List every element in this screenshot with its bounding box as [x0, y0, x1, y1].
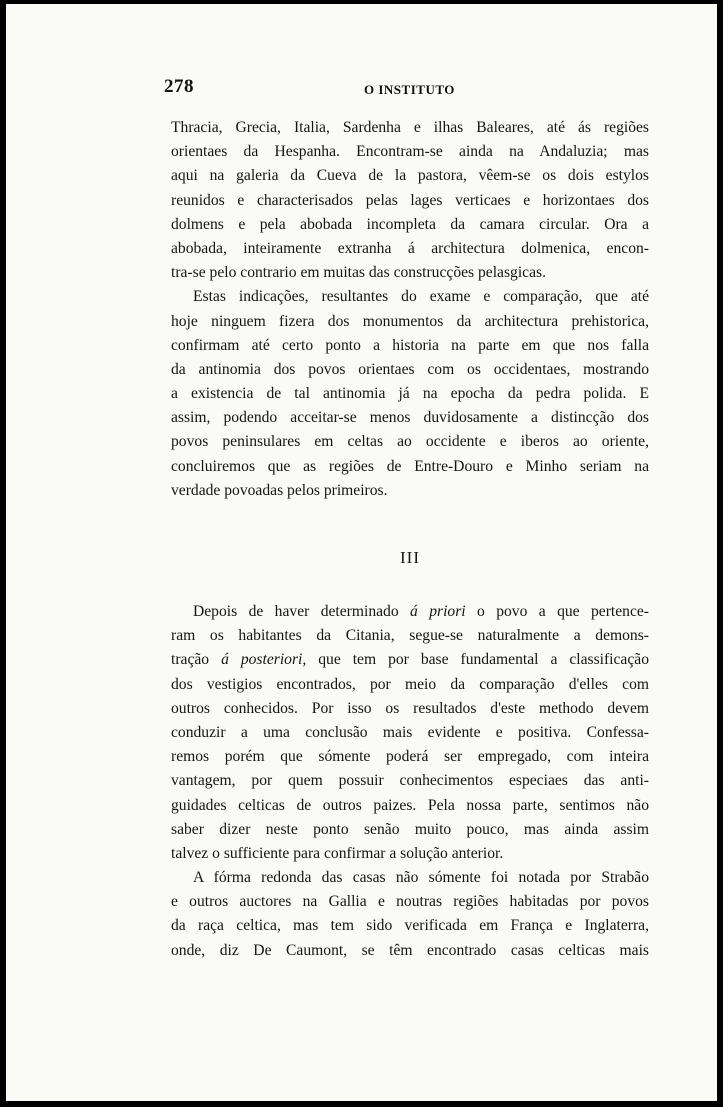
book-page	[6, 4, 717, 1101]
text-line: hoje ninguem fizera dos monumentos da architectura prehistorica,	[171, 312, 649, 330]
text-line: Thracia, Grecia, Italia, Sardenha e ilhas Baleares, até ás regiões	[171, 119, 649, 136]
text-line: verdade povoadas pelos primeiros.	[171, 481, 388, 499]
text-line	[171, 648, 649, 672]
paragraph-4	[171, 866, 649, 963]
paragraph-3	[171, 600, 649, 866]
text-line: reunidos e characterisados pelas lages verticaes e horizontaes dos	[171, 191, 649, 209]
text-line: conduzir a uma conclusão mais evidente e positiva. Confessa-	[171, 723, 649, 741]
text-run: tração	[171, 651, 222, 669]
page-number: 278	[164, 76, 194, 97]
text-run: o povo a que pertence-	[465, 603, 649, 620]
text-line: aqui na galeria da Cueva de la pastora, vêem-se os dois estylos	[171, 167, 649, 185]
text-line: A fórma redonda das casas não sómente foi notada por Strabão	[193, 869, 649, 887]
text-run: Depois de haver determinado	[193, 603, 411, 620]
text-line: confirmam até certo ponto a historia na parte em que nos falla	[171, 336, 649, 354]
text-line: saber dizer neste ponto senão muito pouco, mas ainda assim	[171, 820, 649, 838]
text-line: ram os habitantes da Citania, segue-se naturalmente a demons-	[171, 627, 649, 645]
text-line: dolmens e pela abobada incompleta da camara circular. Ora a	[171, 215, 649, 233]
text-line: concluiremos que as regiões de Entre-Douro e Minho seriam na	[171, 457, 649, 475]
text-line: talvez o sufficiente para confirmar a solução anterior.	[171, 844, 504, 862]
text-line: povos peninsulares em celtas ao occidente e iberos ao oriente,	[171, 433, 649, 451]
text-line: tra-se pelo contrario em muitas das construcções pelasgicas.	[171, 264, 546, 282]
italic-term: á priori	[410, 603, 466, 620]
text-line: a existencia de tal antinomia já na epocha da pedra polida. E	[171, 385, 649, 403]
text-line: vantagem, por quem possuir conhecimentos especiaes das anti-	[171, 772, 649, 790]
text-line: da raça celtica, mas tem sido verificada em França e Inglaterra,	[171, 917, 649, 935]
text-line: da antinomia dos povos orientaes com os occidentaes, mostrando	[171, 360, 649, 378]
text-line: Estas indicações, resultantes do exame e comparação, que até	[193, 288, 649, 306]
text-line: guidades celticas de outros paizes. Pela nossa parte, sentimos não	[171, 796, 649, 814]
running-head	[164, 76, 664, 100]
text-line: dos vestigios encontrados, por meio da comparação d'elles com	[171, 675, 649, 693]
body-text	[171, 116, 649, 963]
text-line: abobada, inteiramente extranha á architectura dolmenica, encon-	[171, 239, 649, 257]
text-line: outros conhecidos. Por isso os resultados d'este methodo devem	[171, 699, 649, 717]
text-line	[171, 600, 649, 624]
text-line: e outros auctores na Gallia e noutras regiões habitadas por povos	[171, 893, 649, 911]
paragraph-2	[171, 285, 649, 503]
paragraph-1	[171, 116, 649, 285]
text-line: remos porém que sómente poderá ser empregado, com inteira	[171, 748, 649, 766]
text-line: orientaes da Hespanha. Encontram-se ainda na Andaluzia; mas	[171, 143, 649, 161]
italic-term: á posteriori,	[221, 651, 307, 669]
journal-title: O INSTITUTO	[364, 82, 455, 97]
text-run: que tem por base fundamental a classificação	[306, 651, 649, 669]
text-line: assim, podendo acceitar-se menos duvidosamente a distincção dos	[171, 409, 649, 427]
section-heading: III	[400, 548, 420, 567]
text-line: onde, diz De Caumont, se têm encontrado casas celticas mais	[171, 941, 649, 959]
